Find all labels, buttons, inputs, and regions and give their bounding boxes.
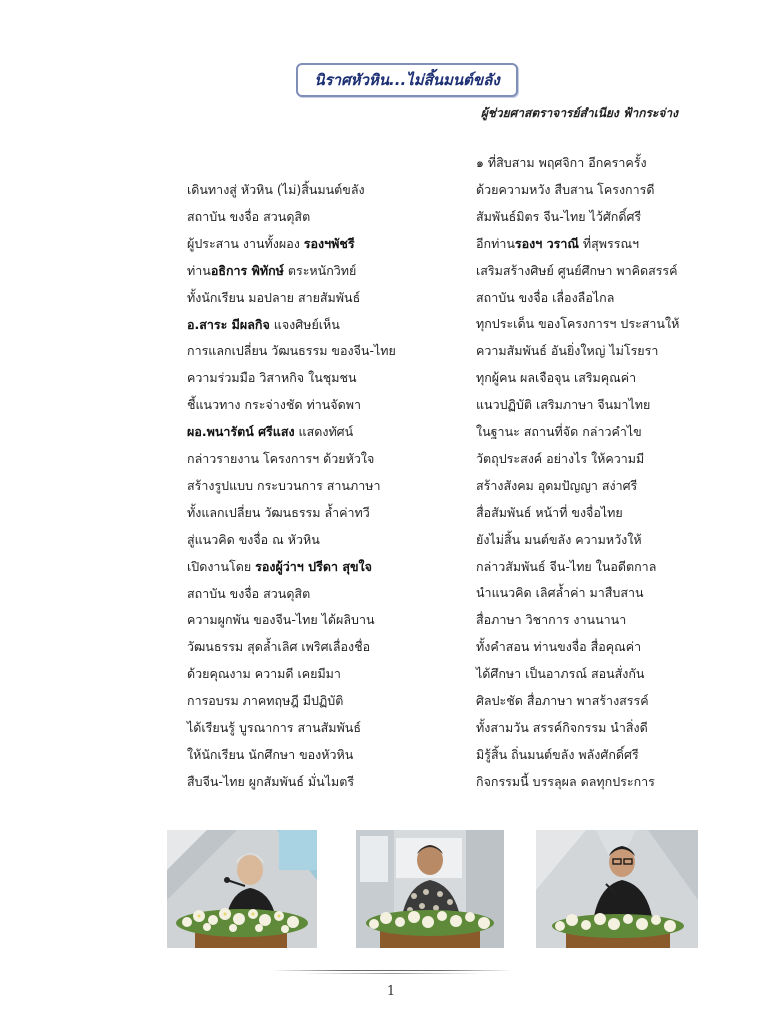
- poem-text: ตระหนักวิทย์: [283, 262, 357, 278]
- poem-text: ให้นักเรียน นักศึกษา ของหัวหิน: [187, 746, 354, 762]
- poem-text: ทุกผู้คน ผลเจือจุน เสริมคุณค่า: [476, 370, 637, 386]
- poem-text: เสริมสร้างศิษย์ ศูนย์ศึกษา พาคิดสรรค์: [476, 262, 678, 278]
- poem-line: [187, 612, 375, 628]
- poem-text: ที่สุพรรณฯ: [578, 235, 640, 251]
- poem-line: [187, 236, 355, 252]
- poem-text: นำแนวคิด เลิศล้ำค่า มาสืบสาน: [476, 585, 644, 601]
- poem-text: การอบรม ภาคทฤษฎี มีปฏิบัติ: [187, 693, 344, 709]
- poem-line: [476, 424, 642, 440]
- poem-text: ท่าน: [187, 262, 211, 278]
- poem-line: [476, 209, 641, 225]
- footer-divider-secondary: [300, 973, 484, 974]
- poem-text: กล่าวรายงาน โครงการฯ ด้วยหัวใจ: [187, 451, 375, 466]
- author-byline: ผู้ช่วยศาสตราจารย์สำเนียง ฟ้ากระจ่าง: [480, 106, 678, 120]
- poem-line: [187, 343, 396, 359]
- poem-name-highlight: อธิการ พิทักษ์: [210, 262, 284, 278]
- poem-line: [187, 532, 320, 548]
- poem-text: ในฐานะ สถานที่จัด กล่าวคำไข: [476, 424, 642, 439]
- poem-text: ความผูกพัน ของจีน-ไทย ได้ผลิบาน: [187, 612, 375, 628]
- poem-line: [476, 478, 637, 494]
- poem-text: วัฒนธรรม สุดล้ำเลิศ เพริศเลื่องชื่อ: [187, 639, 371, 655]
- poem-line: [187, 263, 356, 279]
- poem-line: [476, 397, 650, 413]
- poem-line: [476, 639, 641, 655]
- poem-text: ชี้แนวทาง กระจ่างชัด ท่านจัดพา: [187, 397, 361, 413]
- poem-text: ด้วยคุณงาม ความดี เคยมีมา: [187, 666, 341, 682]
- poem-line: [187, 209, 310, 225]
- poem-text: ยังไม่สิ้น มนต์ขลัง ความหวังให้: [476, 531, 642, 547]
- poem-line: [476, 532, 642, 548]
- poem-text: ด้วยความหวัง สืบสาน โครงการดี: [476, 181, 655, 197]
- poem-line: [476, 290, 614, 306]
- poem-line: [187, 720, 361, 736]
- poem-text: ทุกประเด็น ของโครงการฯ ประสานให้: [476, 316, 680, 332]
- poem-text: ความสัมพันธ์ อันยิ่งใหญ่ ไม่โรยรา: [476, 343, 659, 359]
- poem-text: อีกท่าน: [476, 235, 515, 251]
- footer-divider: [272, 970, 512, 971]
- poem-text: ได้เรียนรู้ บูรณาการ สานสัมพันธ์: [187, 720, 361, 735]
- poem-text: เดินทางสู่ หัวหิน (ไม่)สิ้นมนต์ขลัง: [187, 182, 365, 197]
- poem-text: ทั้งคำสอน ท่านขงจื่อ สื่อคุณค่า: [476, 639, 642, 655]
- photo-speaker-man-patterned-shirt: [356, 830, 504, 948]
- poem-line: [476, 747, 639, 763]
- poem-title: นิราศหัวหิน...ไม่สิ้นมนต์ขลัง: [314, 71, 500, 89]
- poem-line: [187, 182, 365, 198]
- poem-text: สร้างรูปแบบ กระบวนการ สานภาษา: [187, 477, 381, 493]
- poem-text: ทั้งแลกเปลี่ยน วัฒนธรรม ล้ำค่าทวี: [187, 504, 370, 520]
- poem-line: [187, 370, 357, 386]
- poem-name-highlight: รองฯ วราณี: [514, 235, 579, 251]
- poem-text: สืบจีน-ไทย ผูกสัมพันธ์ มั่นไมตรี: [187, 773, 355, 789]
- poem-text: แสดงทัศน์: [294, 424, 354, 440]
- poem-text: เปิดงานโดย: [187, 558, 256, 574]
- poem-line: [476, 236, 639, 252]
- poem-text: การแลกเปลี่ยน วัฒนธรรม ของจีน-ไทย: [187, 343, 396, 359]
- poem-line: [187, 774, 354, 790]
- poem-text: สื่อภาษา วิชาการ งานนานา: [476, 612, 627, 628]
- page-number: 1: [386, 984, 396, 999]
- poem-line: [187, 290, 360, 306]
- poem-line: [476, 155, 647, 171]
- poem-line: [476, 666, 644, 682]
- poem-text: สัมพันธ์มิตร จีน-ไทย ไว้ศักดิ์ศรี: [476, 208, 642, 224]
- poem-line: [476, 612, 626, 628]
- poem-line: [476, 182, 654, 198]
- poem-text: กล่าวสัมพันธ์ จีน-ไทย ในอดีตกาล: [476, 558, 657, 574]
- poem-line: [187, 478, 381, 494]
- poem-text: ทั้งนักเรียน มอปลาย สายสัมพันธ์: [187, 289, 361, 305]
- poem-line: [476, 343, 658, 359]
- poem-line: [187, 666, 341, 682]
- poem-line: [476, 774, 655, 790]
- poem-text: ผู้ประสาน งานทั้งผอง: [187, 235, 304, 251]
- poem-line: [187, 317, 340, 333]
- poem-line: [476, 585, 644, 601]
- poem-line: [187, 693, 343, 709]
- poem-line: [187, 397, 361, 413]
- poem-line: [187, 505, 370, 521]
- poem-text: สถาบัน ขงจื่อ เลื่องลือไกล: [476, 289, 615, 305]
- poem-line: [476, 559, 656, 575]
- poem-line: [187, 747, 353, 763]
- poem-line: [476, 693, 649, 709]
- poem-text: ๑ ที่สิบสาม พฤศจิกา อีกคราครั้ง: [476, 155, 647, 170]
- poem-line: [476, 505, 623, 521]
- poem-text: ศิลปะชัด สื่อภาษา พาสร้างสรรค์: [476, 693, 649, 708]
- poem-line: [476, 720, 648, 736]
- poem-text: สร้างสังคม อุดมปัญญา สง่าศรี: [476, 477, 638, 493]
- poem-line: [187, 639, 370, 655]
- poem-line: [476, 316, 679, 332]
- poem-name-highlight: รองฯพัชรี: [303, 235, 355, 251]
- poem-text: ความร่วมมือ วิสาหกิจ ในชุมชน: [187, 370, 357, 386]
- poem-text: มิรู้สิ้น ถิ่นมนต์ขลัง พลังศักดิ์ศรี: [476, 746, 639, 762]
- poem-text: สถาบัน ขงจื่อ สวนดุสิต: [187, 208, 311, 224]
- poem-text: ทั้งสามวัน สรรค์กิจกรรม นำสิ่งดี: [476, 719, 648, 735]
- poem-text: ได้ศึกษา เป็นอาภรณ์ สอนสั่งกัน: [476, 666, 645, 682]
- poem-text: สื่อสัมพันธ์ หน้าที่ ขงจื่อไทย: [476, 504, 623, 520]
- poem-line: [476, 263, 678, 279]
- poem-name-highlight: อ.สาระ มีผลกิจ: [187, 316, 270, 332]
- title-box: [296, 63, 518, 97]
- poem-line: [476, 370, 636, 386]
- poem-line: [187, 424, 353, 440]
- poem-text: สถาบัน ขงจื่อ สวนดุสิต: [187, 585, 311, 601]
- poem-text: สู่แนวคิด ขงจื่อ ณ หัวหิน: [187, 531, 320, 547]
- poem-text: วัตถุประสงค์ อย่างไร ให้ความมี: [476, 450, 645, 466]
- poem-text: กิจกรรมนี้ บรรลุผล ดลทุกประการ: [476, 773, 655, 789]
- poem-line: [187, 451, 374, 467]
- poem-text: แนวปฏิบัติ เสริมภาษา จีนมาไทย: [476, 397, 651, 413]
- poem-text: แจงศิษย์เห็น: [269, 316, 340, 332]
- poem-line: [187, 559, 372, 575]
- poem-name-highlight: ผอ.พนารัตน์ ศรีแสง: [187, 424, 295, 440]
- poem-name-highlight: รองผู้ว่าฯ ปรีดา สุขใจ: [255, 558, 372, 574]
- photo-speaker-woman: [167, 830, 317, 948]
- poem-line: [187, 586, 310, 602]
- poem-line: [476, 451, 644, 467]
- photo-speaker-man-glasses: [536, 830, 698, 948]
